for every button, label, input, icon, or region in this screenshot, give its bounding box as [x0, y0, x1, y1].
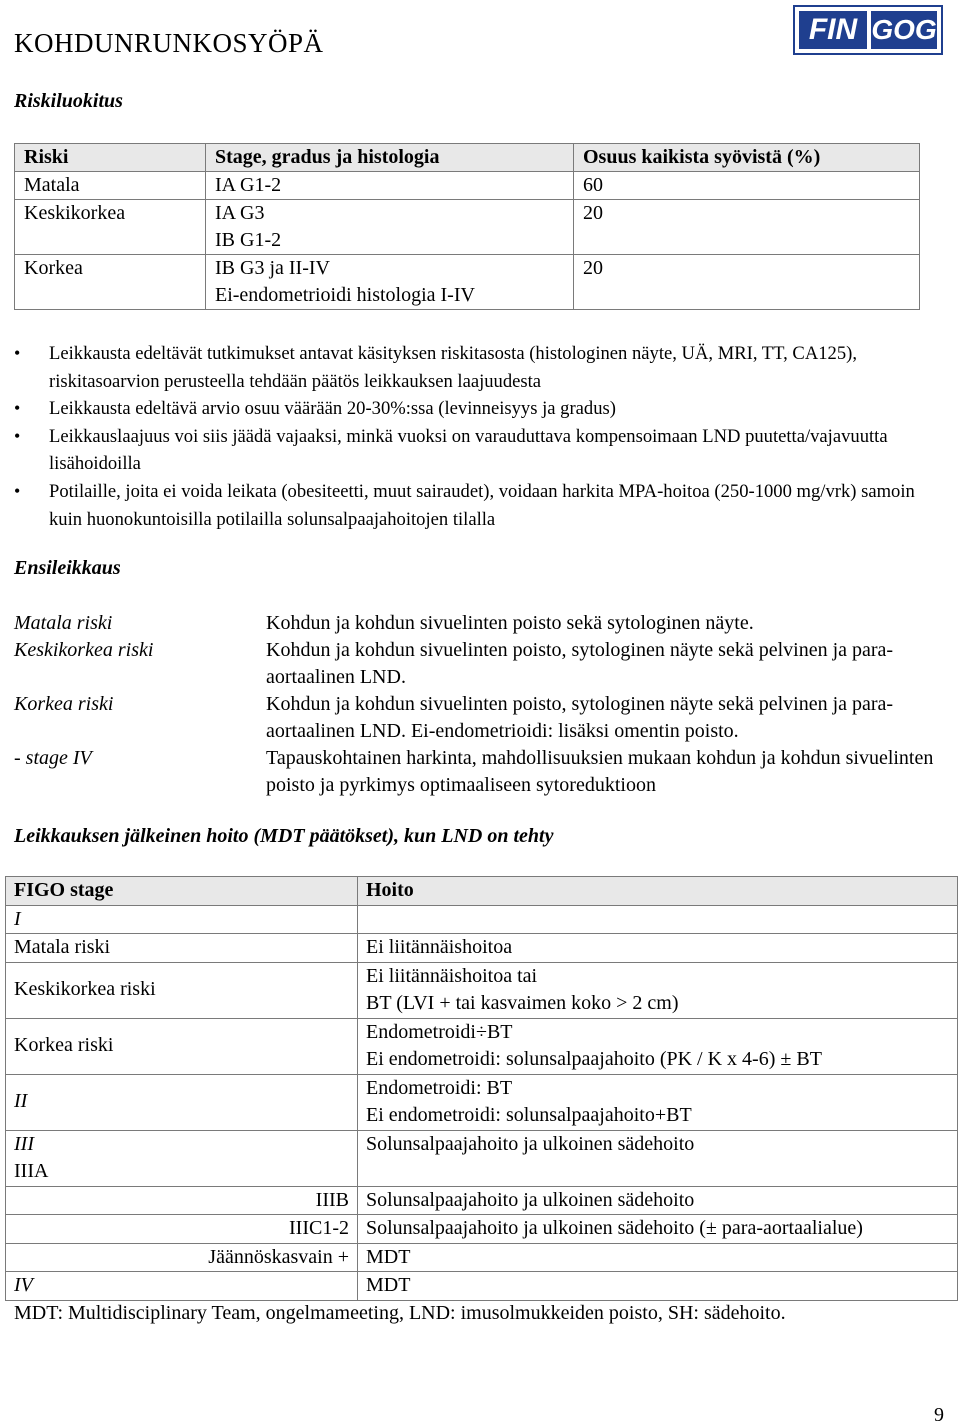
stage-cell: Jäännöskasvain + — [6, 1243, 358, 1272]
stage-line: IIIA — [14, 1160, 49, 1182]
treatment-cell — [358, 1215, 958, 1244]
treatment-line: Ei liitännäishoitoa — [366, 936, 513, 958]
header-cell: Riski — [15, 144, 206, 172]
bullet-text: Leikkausta edeltävät tutkimukset antavat käsityksen riskitasosta (histologinen näyte, UÄ, MRI, TT, CA125), riskitasoarvion perusteella tehdään päätös leikkauksen laajuudesta — [49, 343, 857, 392]
treatment-line: Ei endometroidi: solunsalpaajahoito+BT — [366, 1104, 692, 1126]
table-row — [6, 1215, 958, 1244]
risk-cell: Korkea — [15, 255, 206, 310]
section-heading-riskiluokitus: Riskiluokitus — [14, 90, 123, 112]
table-row — [6, 1130, 958, 1186]
list-item — [14, 395, 944, 423]
surgery-label: - stage IV — [14, 747, 92, 769]
bullet-icon: • — [14, 480, 21, 501]
treatment-line: Ei liitännäishoitoa tai — [366, 964, 538, 987]
table-header-row — [6, 877, 958, 906]
surgery-text: Kohdun ja kohdun sivuelinten poisto sekä sytologinen näyte. — [266, 612, 754, 634]
stage-cell: I — [6, 905, 358, 934]
treatment-line: Solunsalpaajahoito ja ulkoinen sädehoito — [366, 1132, 695, 1155]
treatment-cell — [358, 905, 958, 934]
surgery-label: Matala riski — [14, 612, 113, 634]
stage-line: Ei-endometrioidi histologia I-IV — [215, 284, 475, 306]
table-row — [15, 200, 920, 255]
page-title: KOHDUNRUNKOSYÖPÄ — [14, 28, 324, 58]
table-row — [15, 172, 920, 200]
stage-cell — [6, 1130, 358, 1186]
list-item — [14, 340, 944, 395]
logo-part-gog: GOG — [871, 11, 937, 49]
table-row — [6, 1074, 958, 1130]
treatment-line: MDT — [366, 1245, 411, 1268]
treatment-line: Endometroidi: BT — [366, 1076, 513, 1099]
header-cell: Osuus kaikista syövistä (%) — [574, 144, 920, 172]
table-row — [6, 1186, 958, 1215]
header-cell: Stage, gradus ja histologia — [206, 144, 574, 172]
share-cell: 20 — [574, 255, 920, 310]
treatment-cell — [358, 1243, 958, 1272]
stage-cell: IIIB — [6, 1186, 358, 1215]
stage-cell: Korkea riski — [6, 1018, 358, 1074]
surgery-label: Korkea riski — [14, 693, 114, 715]
treatment-cell — [358, 1018, 958, 1074]
list-item — [14, 478, 944, 533]
header-cell: FIGO stage — [6, 877, 358, 906]
treatment-line: Solunsalpaajahoito ja ulkoinen sädehoito — [366, 1188, 695, 1211]
logo-part-fin: FIN — [799, 11, 867, 49]
stage-cell — [206, 255, 574, 310]
bullet-icon: • — [14, 425, 21, 446]
fingog-logo — [793, 5, 943, 55]
table-row — [6, 962, 958, 1018]
treatment-cell — [358, 1272, 958, 1301]
stage-line: IA G1-2 — [215, 174, 282, 196]
bullet-icon: • — [14, 398, 21, 419]
bullet-text: Leikkauslaajuus voi siis jäädä vajaaksi, minkä vuoksi on varauduttava kompensoimaan LND puutetta/vajavuutta lisähoidoilla — [49, 425, 888, 475]
stage-cell — [206, 172, 574, 200]
stage-cell — [206, 200, 574, 255]
risk-table — [14, 143, 920, 310]
table-row — [15, 255, 920, 310]
bullet-icon: • — [14, 343, 21, 363]
risk-cell: Matala — [15, 172, 206, 200]
treatment-line: Endometroidi÷BT — [366, 1020, 513, 1043]
treatment-line: Ei endometroidi: solunsalpaajahoito (PK / K x 4-6) ± BT — [366, 1048, 822, 1070]
risk-cell: Keskikorkea — [15, 200, 206, 255]
table-header-row — [15, 144, 920, 172]
surgery-label: Keskikorkea riski — [14, 639, 154, 661]
table-row — [6, 1018, 958, 1074]
bullet-text: Leikkausta edeltävä arvio osuu väärään 20-30%:ssa (levinneisyys ja gradus) — [49, 398, 616, 420]
table-row — [6, 934, 958, 963]
surgery-text: Tapauskohtainen harkinta, mahdollisuuksien mukaan kohdun ja kohdun sivuelinten poisto ja pyrkimys optimaaliseen sytoreduktioon — [266, 747, 934, 796]
table-row — [6, 1243, 958, 1272]
treatment-cell — [358, 1130, 958, 1186]
section-heading-post-op: Leikkauksen jälkeinen hoito (MDT päätökset), kun LND on tehty — [14, 825, 554, 847]
footnote: MDT: Multidisciplinary Team, ongelmameeting, LND: imusolmukkeiden poisto, SH: sädehoito. — [14, 1302, 786, 1324]
list-item — [14, 423, 944, 478]
stage-line: IB G1-2 — [215, 229, 282, 251]
treatment-line: Solunsalpaajahoito ja ulkoinen sädehoito (± para-aortaalialue) — [366, 1217, 863, 1239]
table-row — [6, 1272, 958, 1301]
stage-cell: II — [6, 1074, 358, 1130]
bullet-text: Potilaille, joita ei voida leikata (obesiteetti, muut sairaudet), voidaan harkita MPA-hoitoa (250-1000 mg/vrk) samoin kuin huonokuntoisilla potilailla solunsalpaajahoitojen tilalla — [49, 480, 915, 530]
table-row — [6, 905, 958, 934]
header-cell: Hoito — [358, 877, 958, 906]
stage-line: III — [14, 1132, 34, 1155]
stage-line: IA G3 — [215, 202, 265, 224]
section-heading-ensileikkaus: Ensileikkaus — [14, 557, 121, 579]
stage-cell: IV — [6, 1272, 358, 1301]
bullet-list — [14, 340, 944, 533]
treatment-cell — [358, 1074, 958, 1130]
stage-cell: Keskikorkea riski — [6, 962, 358, 1018]
surgery-text: Kohdun ja kohdun sivuelinten poisto, sytologinen näyte sekä pelvinen ja para-aortaalinen LND. — [266, 639, 894, 688]
treatment-cell — [358, 1186, 958, 1215]
stage-line: IB G3 ja II-IV — [215, 257, 330, 279]
treatment-cell — [358, 962, 958, 1018]
treatment-line: MDT — [366, 1274, 411, 1296]
treatment-line: BT (LVI + tai kasvaimen koko > 2 cm) — [366, 992, 679, 1014]
treatment-cell — [358, 934, 958, 963]
stage-cell: Matala riski — [6, 934, 358, 963]
treatment-table — [5, 876, 958, 1301]
stage-cell: IIIC1-2 — [6, 1215, 358, 1244]
surgery-text: Kohdun ja kohdun sivuelinten poisto, sytologinen näyte sekä pelvinen ja para-aortaalinen LND. Ei-endometrioidi: lisäksi omentin poisto. — [266, 693, 894, 742]
treatment-line — [366, 906, 949, 934]
share-cell: 60 — [574, 172, 920, 200]
page-number: 9 — [934, 1404, 944, 1426]
share-cell: 20 — [574, 200, 920, 255]
